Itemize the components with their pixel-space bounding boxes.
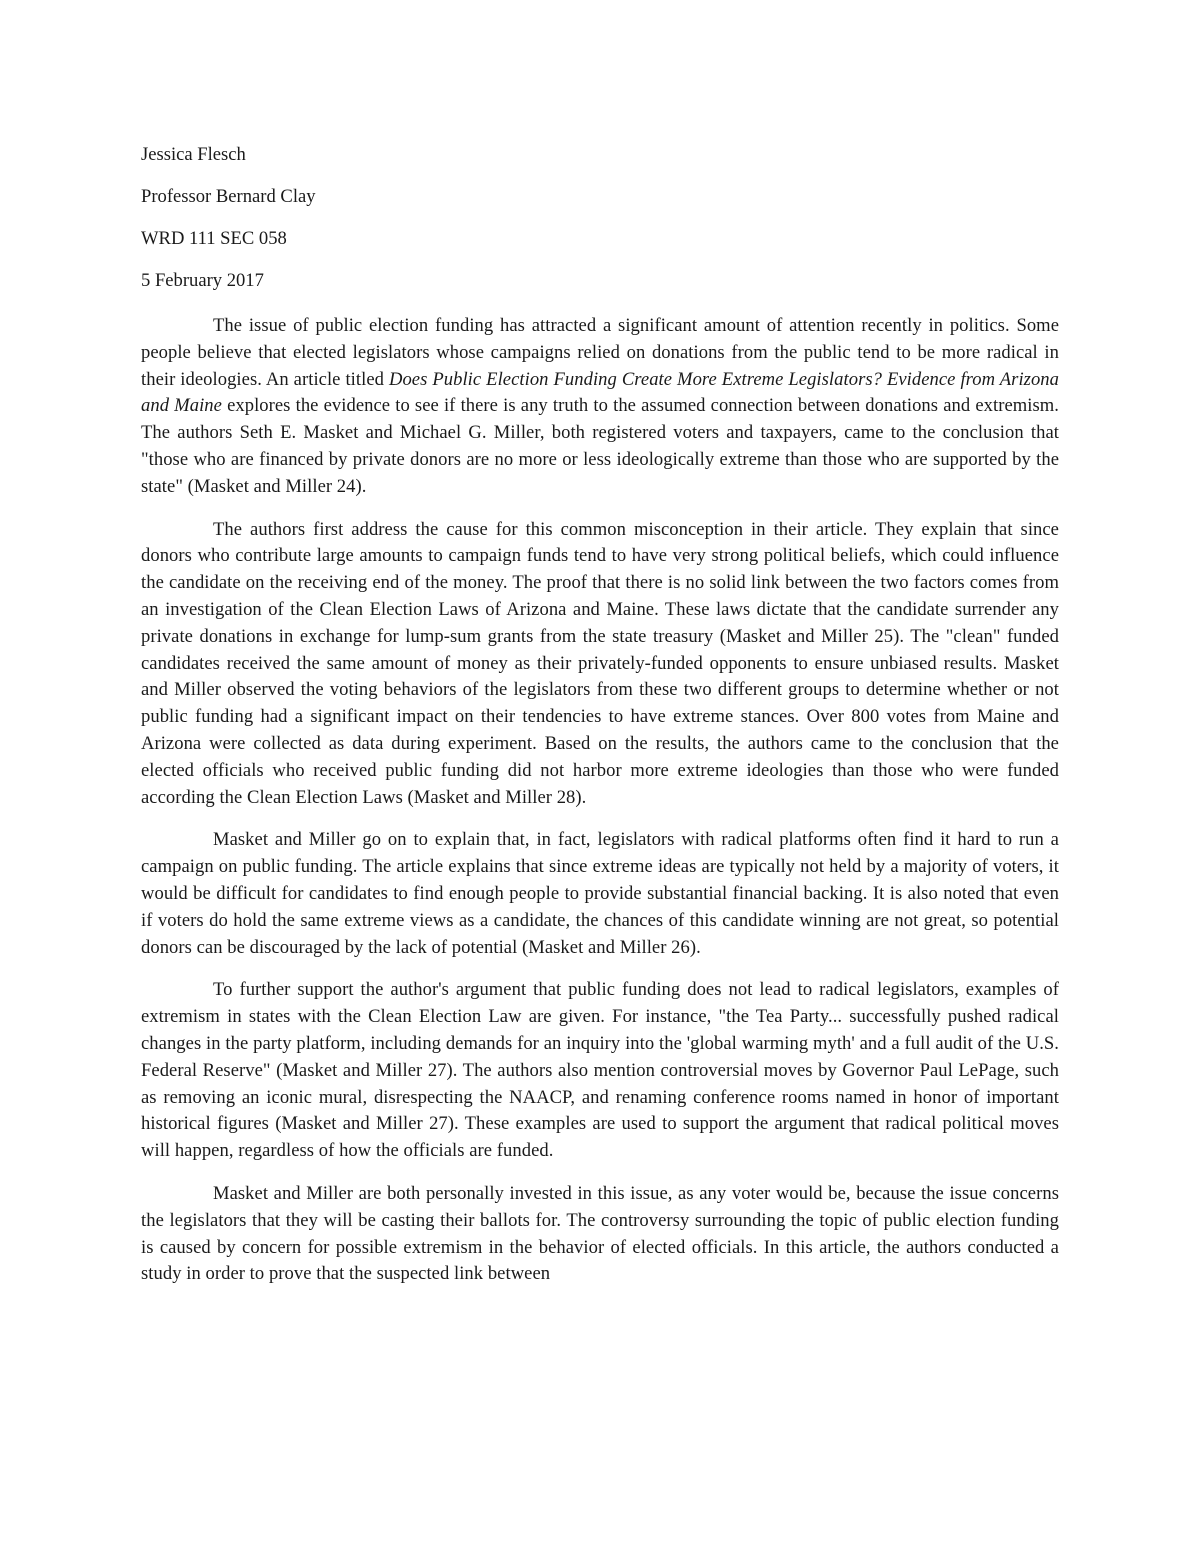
paragraph-2: The authors first address the cause for this common misconception in their article. They explain that since donors who contribute large amounts to campaign funds tend to have very strong political beliefs, which could influence the candidate on the receiving end of the money. The proof that there is no solid link between the two factors comes from an investigation of the Clean Election Laws of Arizona and Maine. These laws dictate that the candidate surrender any private donations in exchange for lump-sum grants from the state treasury (Masket and Miller 25). The "clean" funded candidates received the same amount of money as their privately-funded opponents to ensure unbiased results. Masket and Miller observed the voting behaviors of the legislators from these two different groups to determine whether or not public funding had a significant impact on their tendencies to have extreme stances. Over 800 votes from Maine and Arizona were collected as data during experiment. Based on the results, the authors came to the conclusion that the elected officials who received public funding did not harbor more extreme ideologies than those who were funded according the Clean Election Laws (Masket and Miller 28). xyxy=(141,518,1059,808)
paragraph-4: To further support the author's argument that public funding does not lead to radical legislators, examples of extremism in states with the Clean Election Law are given. For instance, "the Tea Party... successfully pushed radical changes in the party platform, including demands for an inquiry into the 'global warming myth' and a full audit of the U.S. Federal Reserve" (Masket and Miller 27). The authors also mention controversial moves by Governor Paul LePage, such as removing an iconic mural, disrespecting the NAACP, and renaming conference rooms named in honor of important historical figures (Masket and Miller 27). These examples are used to support the argument that radical political moves will happen, regardless of how the officials are funded. xyxy=(141,979,1059,1162)
paragraph-3: Masket and Miller go on to explain that, in fact, legislators with radical platforms often find it hard to run a campaign on public funding. The article explains that since extreme ideas are typically not held by a majority of voters, it would be difficult for candidates to find enough people to provide substantial financial backing. It is also noted that even if voters do hold the same extreme views as a candidate, the chances of this candidate winning are not great, so potential donors can be discouraged by the lack of potential (Masket and Miller 26). xyxy=(141,829,1059,958)
essay-body xyxy=(141,313,1059,1304)
paragraph-5: Masket and Miller are both personally invested in this issue, as any voter would be, because the issue concerns the legislators that they will be casting their ballots for. The controversy surrounding the topic of public election funding is caused by concern for possible extremism in the behavior of elected officials. In this article, the authors conducted a study in order to prove that the suspected link between xyxy=(141,1182,1059,1285)
paragraph-1-lead: The issue of public election funding has attracted a significant amount of attention recently in politics. Some people believe that elected legislators whose campaigns relied on donations from the public tend to be more radical in their ideologies. An article titled xyxy=(141,315,1059,390)
essay-date: 5 February 2017 xyxy=(141,270,264,291)
article-title: Does Public Election Funding Create More Extreme Legislators? Evidence from Arizona and Maine xyxy=(141,368,1059,417)
instructor-name: Professor Bernard Clay xyxy=(141,186,316,207)
paragraph-1 xyxy=(141,313,1059,501)
author-name: Jessica Flesch xyxy=(141,144,246,165)
paragraph-1-rest: explores the evidence to see if there is any truth to the assumed connection between donations and extremism. The authors Seth E. Masket and Michael G. Miller, both registered voters and taxpayers, came to the conclusion that "those who are financed by private donors are no more or less ideologically extreme than those who are supported by the state" (Masket and Miller 24). xyxy=(141,395,1059,497)
course-code: WRD 111 SEC 058 xyxy=(141,228,287,249)
